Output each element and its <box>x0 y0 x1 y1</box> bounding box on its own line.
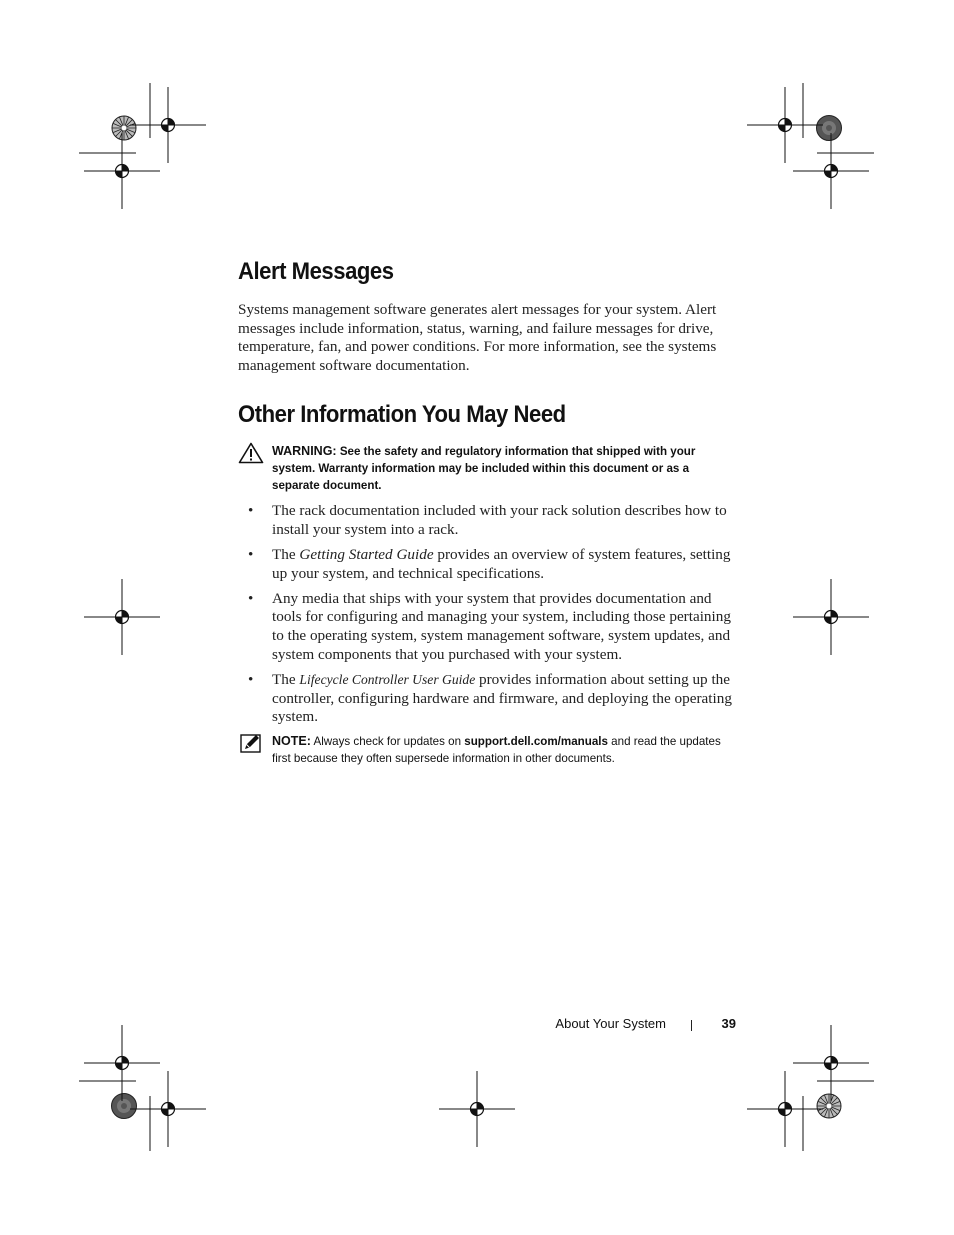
note-text-suffix: and read the updates first because they often supersede information in other documents. <box>272 735 721 766</box>
heading-other-information: Other Information You May Need <box>238 401 566 429</box>
crosshair-target-icon <box>747 1071 823 1147</box>
warning-callout <box>238 443 712 494</box>
crosshair-target-icon <box>130 87 206 163</box>
list-item-text-suffix: provides information about setting up the controller, configuring hardware and firmware, and deploying the operating system. <box>272 670 732 726</box>
alert-messages-paragraph: Systems management software generates alert messages for your system. Alert messages include information, status, warning, and failure messages for drive, temperature, fan, and power conditions. For more information, see the systems management software documentation. <box>238 301 717 374</box>
list-item-text: Any media that ships with your system that provides documentation and tools for configuring and managing your system, including those pertaining to the operating system, system management software, system updates, and system components that you purchased with your system. <box>272 589 731 663</box>
note-pencil-icon <box>240 733 262 753</box>
registration-wheel-icon <box>817 1094 841 1118</box>
registration-wheel-icon <box>112 1094 137 1119</box>
footer-divider <box>691 1020 692 1031</box>
warning-text: See the safety and regulatory information that shipped with your system. Warranty information may be included within this document or as a separate document. <box>272 445 696 493</box>
registration-wheel-icon <box>817 116 842 141</box>
crosshair-target-icon <box>84 133 160 209</box>
crosshair-target-icon <box>793 579 869 655</box>
note-callout <box>238 733 732 767</box>
crosshair-target-icon <box>84 579 160 655</box>
list-item <box>238 671 740 727</box>
crosshair-target-icon <box>84 1025 160 1101</box>
crosshair-target-icon <box>439 1071 515 1147</box>
list-item <box>238 590 740 665</box>
crosshair-target-icon <box>747 87 823 163</box>
list-item <box>238 502 740 540</box>
page-content <box>238 250 738 767</box>
information-sources-list <box>238 502 738 727</box>
warning-label: WARNING: <box>272 444 337 459</box>
heading-alert-messages: Alert Messages <box>238 258 394 285</box>
footer-section-name: About Your System <box>555 1016 666 1031</box>
list-item-text-prefix: The <box>272 670 300 688</box>
getting-started-guide-title: Getting Started Guide <box>299 545 434 563</box>
crosshair-target-icon <box>130 1071 206 1147</box>
bullet-marker: • <box>248 545 254 563</box>
registration-wheel-icon <box>112 116 136 140</box>
crosshair-target-icon <box>793 1025 869 1101</box>
bullet-marker: • <box>248 502 254 520</box>
crosshair-target-icon <box>793 133 869 209</box>
list-item-text-prefix: The <box>272 545 300 563</box>
note-text-prefix: Always check for updates on <box>310 735 465 749</box>
bullet-marker: • <box>248 589 254 607</box>
list-item <box>238 546 740 584</box>
list-item-text: The rack documentation included with your rack solution describes how to install your system into a rack. <box>272 502 727 539</box>
note-label: NOTE: <box>272 734 311 749</box>
lifecycle-controller-guide-title: Lifecycle Controller User Guide <box>299 671 476 687</box>
page-number: 39 <box>721 1016 736 1031</box>
page-footer <box>540 1014 736 1034</box>
support-manuals-link[interactable]: support.dell.com/manuals <box>464 735 608 749</box>
list-item-text-suffix: provides an overview of system features, setting up your system, and technical specifications. <box>272 545 731 582</box>
warning-triangle-icon <box>238 442 264 464</box>
bullet-marker: • <box>248 670 254 688</box>
